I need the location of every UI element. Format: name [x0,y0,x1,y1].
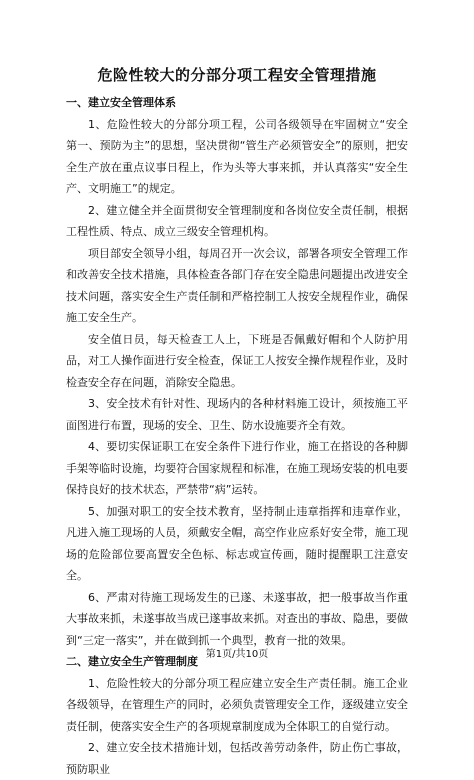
paragraph: 2、建立安全技术措施计划，包括改善劳动条件，防止伤亡事故，预防职业 [66,741,408,776]
paragraph: 5、加强对职工的安全技术教育，坚持制止违章指挥和违章作业，凡进入施工现场的人员，须戴安全帽，高空作业应系好安全带，施工现场的危险部位要高置安全色标、标志或宣传画，随时提醒职工注意安全。 [66,504,408,582]
paragraph: 6、严肃对待施工现场发生的已遂、未遂事故，把一般事故当作重大事故来抓，未遂事故当成已遂事故来抓。对查出的事故、隐患，要做到“三定一落实”，并在做到抓一个典型，教育一批的效果。 [66,590,408,647]
document-body [66,92,408,780]
paragraph: 1、危险性较大的分部分项工程，公司各级领导在牢固树立“安全第一、预防为主”的思想，坚决贯彻“管生产必须管安全”的原则，把安全生产放在重点议事日程上，作为头等大事来抓，并认真落实“安全生产、文明施工”的规定。 [66,117,408,195]
paragraph: 1、危险性较大的分部分项工程应建立安全生产责任制。施工企业各级领导，在管理生产的同时，必须负责管理安全工作，逐级建立安全责任制，使落实安全生产的各项规章制度成为全体职工的自觉行动。 [66,676,408,733]
document-title: 危险性较大的分部分项工程安全管理措施 [97,66,377,84]
paragraph: 3、安全技术有针对性、现场内的各种材料施工设计，须按施工平面图进行布置，现场的安全、卫生、防水设施要齐全有效。 [66,397,408,432]
paragraph: 项目部安全领导小组，每周召开一次会议，部署各项安全管理工作和改善安全技术措施，具体检查各部门存在安全隐患问题提出改进安全技术问题，落实安全生产责任制和严格控制工人按安全规程作业，确保施工安全生产。 [66,246,408,324]
section-heading: 二、建立安全生产管理制度 [66,655,198,668]
paragraph: 2、建立健全并全面贯彻安全管理制度和各岗位安全责任制，根据工程性质、特点、成立三级安全管理机构。 [66,203,408,238]
paragraph: 安全值日员，每天检查工人上，下班是否佩戴好帽和个人防护用品，对工人操作面进行安全检查，保证工人按安全操作规程作业，及时检查安全存在问题，消除安全隐患。 [66,332,408,389]
paragraph: 4、要切实保证职工在安全条件下进行作业，施工在搭设的各种脚手架等临时设施，均要符合国家规程和标准，在施工现场安装的机电要保持良好的技术状态，严禁带“病”运转。 [66,440,408,496]
section-heading: 一、建立安全管理体系 [66,96,176,109]
page-number: 第1页/共10页 [205,649,269,660]
